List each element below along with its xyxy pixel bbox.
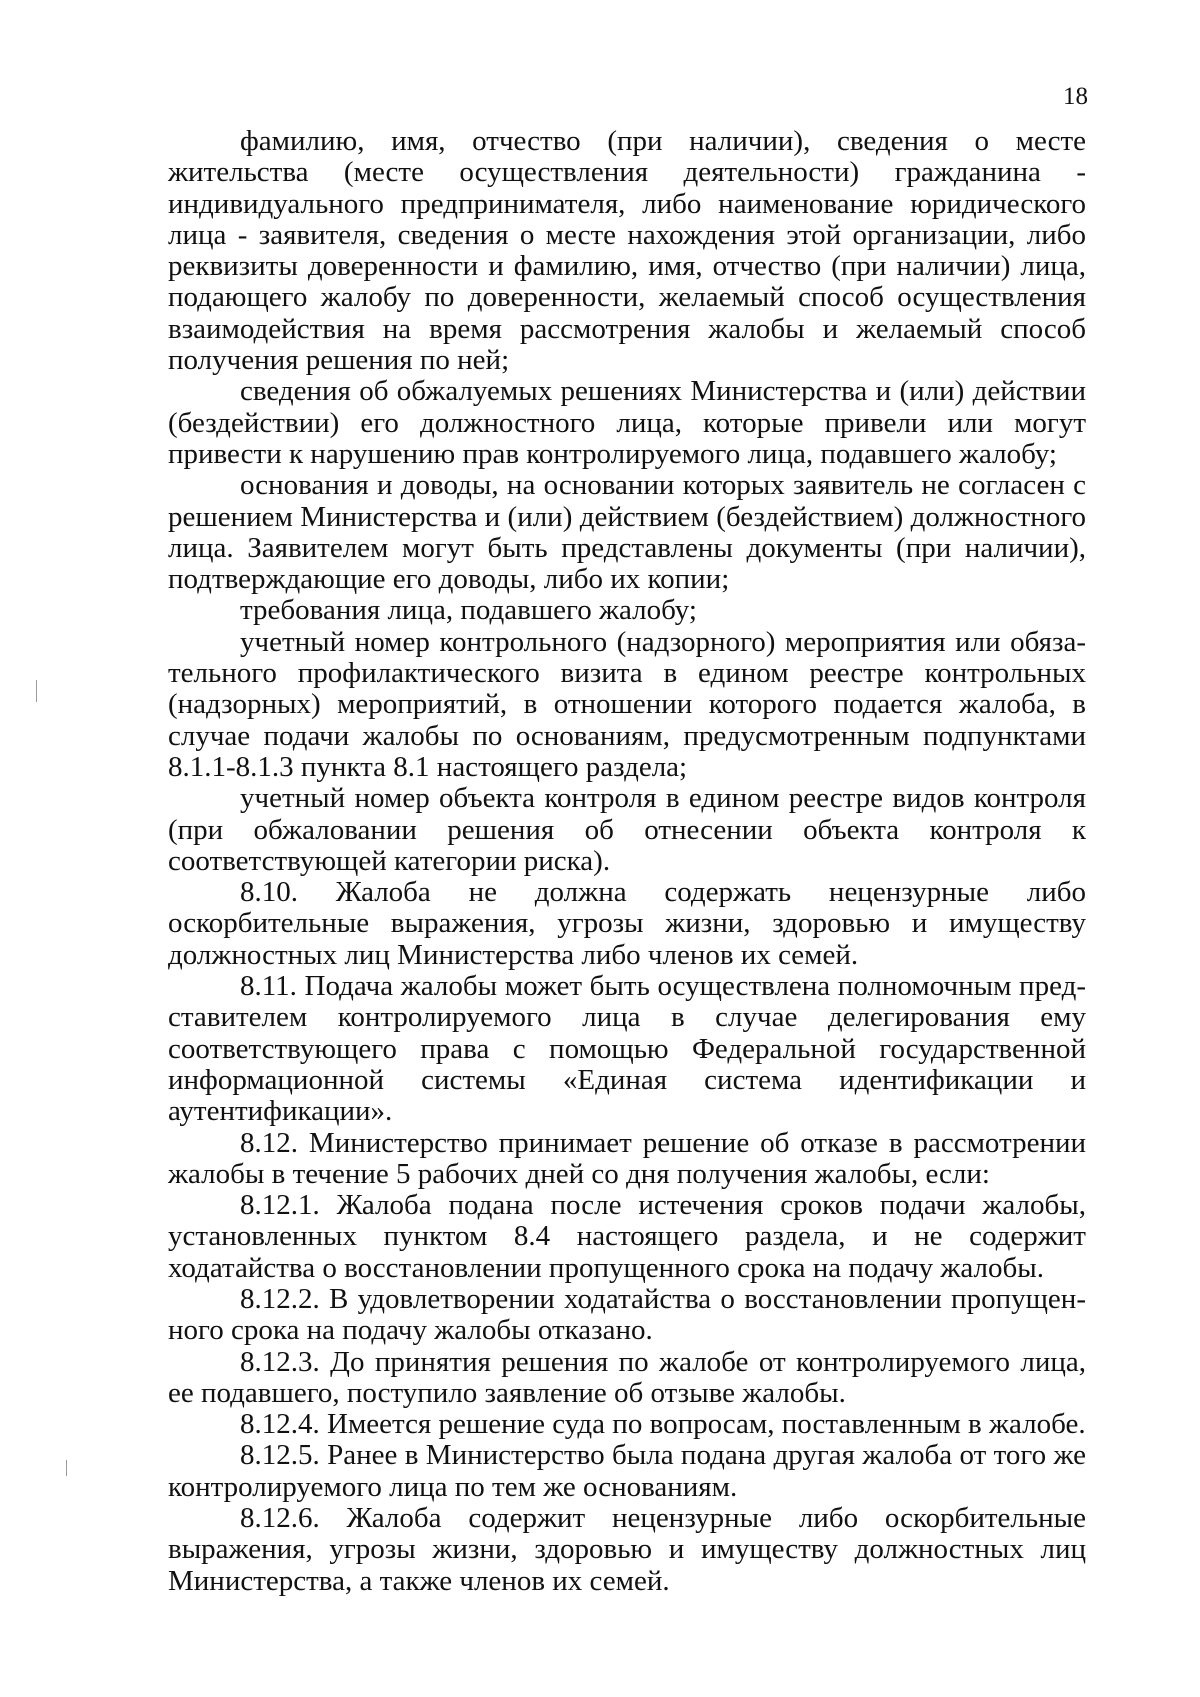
- paragraph-grounds: основания и доводы, на основании которых заявитель не согласен с решением Министерства и (или) действием (бездействием) должностного лица. Заявителем могут быть представлены документы (при наличии), подтверждающие его доводы, либо их копии;: [168, 469, 1086, 596]
- paragraph-8-11: 8.11. Подача жалобы может быть осуществлена полномочным представителем контролируемого лица в случае делегирования ему соответствующего права с помощью Федеральной государственной информационной системы «Единая система идентификации и аутентификации».: [168, 970, 1086, 1128]
- paragraph-8-12: 8.12. Министерство принимает решение об отказе в рассмотрении жалобы в течение 5 рабочих дней со дня получения жалобы, если:: [168, 1126, 1086, 1190]
- paragraph-requirements: требования лица, подавшего жалобу;: [240, 594, 697, 627]
- paragraph-8-12-2: 8.12.2. В удовлетворении ходатайства о восстановлении пропущенного срока на подачу жалобы отказано.: [168, 1282, 1086, 1347]
- document-body: [168, 126, 1086, 1597]
- page-number: 18: [1063, 83, 1088, 110]
- paragraph-applicant-details: фамилию, имя, отчество (при наличии), сведения о месте жительства (месте осуществления деятельности) гражданина - индивидуального предпринимателя, либо наименование юридического лица - заявителя, сведения о месте нахождения этой организации, либо реквизиты доверенности и фамилию, имя, отчество (при наличии) лица, подающего жалобу по доверенности, желаемый способ осуществления взаимодействия на время рассмотрения жалобы и желаемый способ получения решения по ней;: [168, 125, 1086, 377]
- paragraph-8-12-6: 8.12.6. Жалоба содержит нецензурные либо оскорбительные выражения, угрозы жизни, здоровью и имуществу должностных лиц Министерства, а также членов их семей.: [168, 1502, 1086, 1597]
- scan-artifact: [36, 680, 37, 702]
- paragraph-appealed-decisions: сведения об обжалуемых решениях Министерства и (или) действии (бездействии) его должностного лица, которые привели или могут привести к нарушению прав контролируемого лица, подавшего жалобу;: [168, 375, 1086, 470]
- paragraph-control-object-number: учетный номер объекта контроля в едином реестре видов контроля (при обжаловании решения об отнесении объекта контроля к соответствующей категории риска).: [168, 782, 1086, 877]
- paragraph-8-10: 8.10. Жалоба не должна содержать нецензурные либо оскорбительные выражения, угрозы жизни, здоровью и имуществу должностных лиц Министерства либо членов их семей.: [168, 876, 1086, 971]
- paragraph-8-12-3: 8.12.3. До принятия решения по жалобе от контролируемого лица, ее подавшего, поступило заявление об отзыве жалобы.: [168, 1345, 1086, 1409]
- scan-artifact: [66, 1460, 67, 1476]
- paragraph-registration-number: учетный номер контрольного (надзорного) мероприятия или обязательного профилактического визита в едином реестре контрольных (надзорных) мероприятий, в отношении которого подается жалоба, в случае подачи жалобы по основаниям, предусмотренным подпунктами 8.1.1-8.1.3 пункта 8.1 настоящего раздела;: [168, 625, 1086, 783]
- paragraph-8-12-5: 8.12.5. Ранее в Министерство была подана другая жалоба от того же контролируемого лица по тем же основаниям.: [168, 1439, 1086, 1503]
- paragraph-8-12-1: 8.12.1. Жалоба подана после истечения сроков подачи жалобы, установленных пунктом 8.4 настоящего раздела, и не содержит ходатайства о восстановлении пропущенного срока на подачу жалобы.: [168, 1189, 1086, 1284]
- paragraph-8-12-4: 8.12.4. Имеется решение суда по вопросам, поставленным в жалобе.: [240, 1408, 1086, 1441]
